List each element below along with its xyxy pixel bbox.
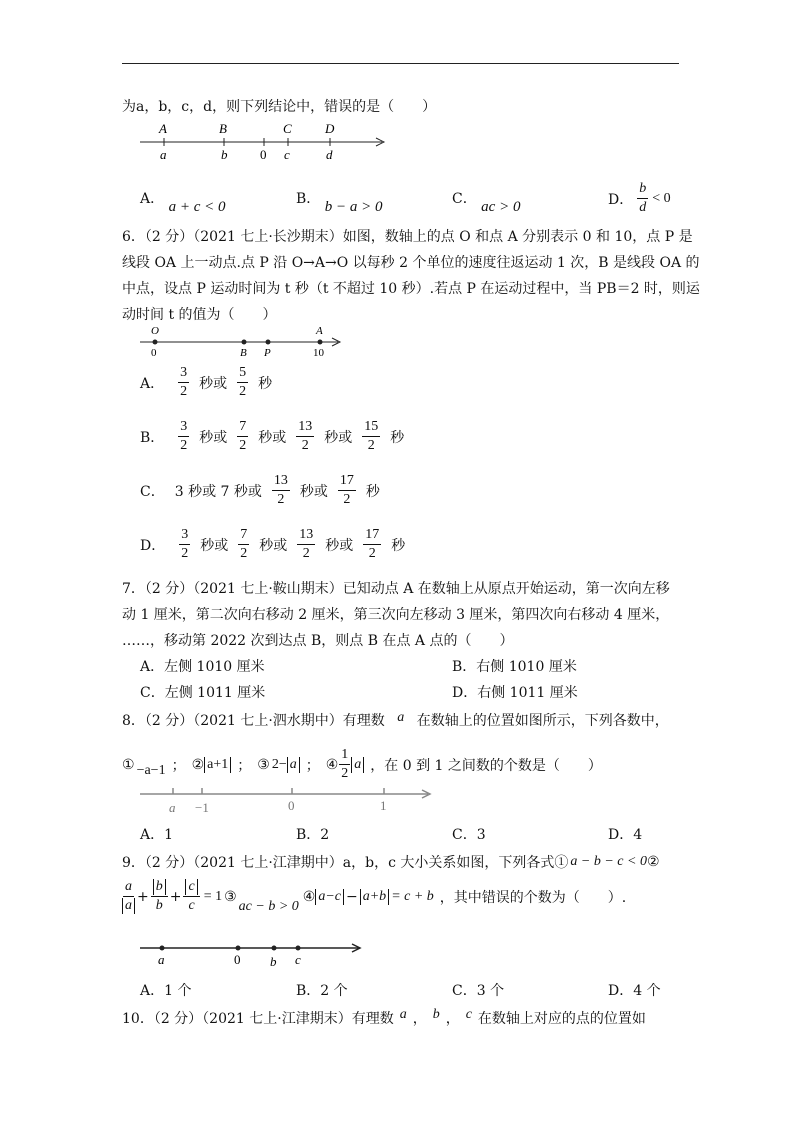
q6-bot-P: P — [264, 347, 271, 359]
q7-line-3: ……，移动第 2022 次到达点 B，则点 B 在点 A 点的（ ） — [122, 633, 514, 649]
q8-option-b: B．2 — [296, 827, 330, 843]
q8-option-d: D．4 — [608, 827, 643, 843]
q8-label-a: a — [169, 800, 176, 815]
q9-number-line — [138, 936, 368, 972]
q6-line-3: 中点，设点 P 运动时间为 t 秒（t 不超过 10 秒）.若点 P 在运动过程中，当 PB＝2 时，则运 — [122, 281, 700, 297]
q8-stem: 8．（2 分）（2021 七上·泗水期中）有理数 a 在数轴上的位置如图所示，下列各数中， — [122, 710, 669, 729]
header-rule — [122, 63, 679, 64]
q8-number-line — [138, 782, 438, 816]
q5-option-a: A． a + c < 0 — [140, 191, 226, 215]
q10-stem: 10．（2 分）（2021 七上·江津期末）有理数 a ， b ， c 在数轴上对应的点的位置如 — [122, 1007, 646, 1027]
q6-bot-10: 10 — [313, 347, 324, 359]
q5-bot-d: d — [326, 147, 333, 162]
q5-bot-0: 0 — [260, 147, 267, 162]
q5-top-B: B — [219, 121, 227, 136]
q5-bot-b: b — [221, 147, 228, 162]
q6-number-line — [138, 322, 348, 362]
q7-option-d: D．右侧 1011 厘米 — [452, 685, 578, 701]
q8-label-1: 1 — [380, 798, 387, 813]
q6-bot-0: 0 — [151, 347, 157, 359]
q5-top-C: C — [283, 121, 292, 136]
q9-stem: 9．（2 分）（2021 七上·江津期中）a，b，c 大小关系如图，下列各式① a − b − c < 0 ② — [122, 854, 660, 871]
q9-option-a: A．1 个 — [140, 983, 192, 999]
q5-option-c: C． ac > 0 — [452, 191, 521, 215]
q5-bot-a: a — [160, 147, 167, 162]
q5-intro: 为a，b，c，d，则下列结论中，错误的是（ ） — [122, 99, 437, 115]
q8-option-c: C．3 — [452, 827, 486, 843]
q7-option-c: C．左侧 1011 厘米 — [140, 685, 266, 701]
q8-label-0: 0 — [288, 798, 295, 813]
q8-option-a: A．1 — [140, 827, 174, 843]
q8-label-neg1: −1 — [195, 800, 209, 815]
q9-label-a: a — [158, 952, 165, 967]
q6-top-A: A — [316, 325, 323, 337]
q7-line-1: 7．（2 分）（2021 七上·鞍山期末）已知动点 A 在数轴上从原点开始运动，第一次向左移 — [122, 581, 670, 597]
q5-option-b: B． b − a > 0 — [296, 191, 383, 215]
q6-line-4: 动时间 t 的值为（ ） — [122, 307, 277, 323]
q9-option-c: C．3 个 — [452, 983, 505, 999]
q8-expressions: ① −a−1 ； ② a+1 ； ③ 2− a ； ④ $\frac{1}{2}$ a ，在 0 到 1 之间数的个数是（ ） — [122, 747, 602, 781]
q9-option-d: D．4 个 — [608, 983, 661, 999]
q7-option-a: A．左侧 1010 厘米 — [140, 659, 265, 675]
q5-bot-c: c — [284, 147, 290, 162]
q5-top-A: A — [159, 121, 167, 136]
q9-label-0: 0 — [234, 952, 241, 967]
q6-option-b: B． $\frac{3}{2}$ 秒或 $\frac{7}{2}$ 秒或 $\frac{13}{2}$ 秒或 $\frac{15}{2}$ 秒 — [140, 419, 405, 453]
q6-option-c: C． 3 秒或 7 秒或 $\frac{13}{2}$ 秒或 $\frac{17}{2}$ 秒 — [140, 473, 380, 507]
q6-line-2: 线段 OA 上一动点.点 P 沿 O→A→O 以每秒 2 个单位的速度往返运动 1 次，B 是线段 OA 的 — [122, 255, 700, 271]
q7-option-b: B．右侧 1010 厘米 — [452, 659, 577, 675]
q5-number-line — [138, 118, 388, 164]
q6-option-d: D． $\frac{3}{2}$ 秒或 $\frac{7}{2}$ 秒或 $\frac{13}{2}$ 秒或 $\frac{17}{2}$ 秒 — [140, 527, 406, 561]
q6-top-O: O — [151, 325, 159, 337]
q9-label-b: b — [270, 954, 277, 969]
q7-line-2: 动 1 厘米，第二次向右移动 2 厘米，第三次向左移动 3 厘米，第四次向右移动 4 厘米， — [122, 607, 670, 623]
q5-top-D: D — [325, 121, 335, 136]
q6-bot-B: B — [240, 347, 247, 359]
q9-expressions: $\frac{a}{a}$ + $\frac{b}{b}$ + $\frac{c}{c}$ = 1 ③ ac − b > 0 ④ a−c − a+b = c + b ，其中错误的个数为（ ）. — [120, 878, 626, 915]
q9-label-c: c — [295, 952, 301, 967]
q5-option-d: D． $\frac{b}{d}$ < 0 — [608, 181, 671, 215]
q9-option-b: B．2 个 — [296, 983, 348, 999]
q6-option-a: A． $\frac{3}{2}$ 秒或 $\frac{5}{2}$ 秒 — [140, 365, 273, 399]
q6-line-1: 6．（2 分）（2021 七上·长沙期末）如图，数轴上的点 O 和点 A 分别表示 0 和 10，点 P 是 — [122, 229, 693, 245]
